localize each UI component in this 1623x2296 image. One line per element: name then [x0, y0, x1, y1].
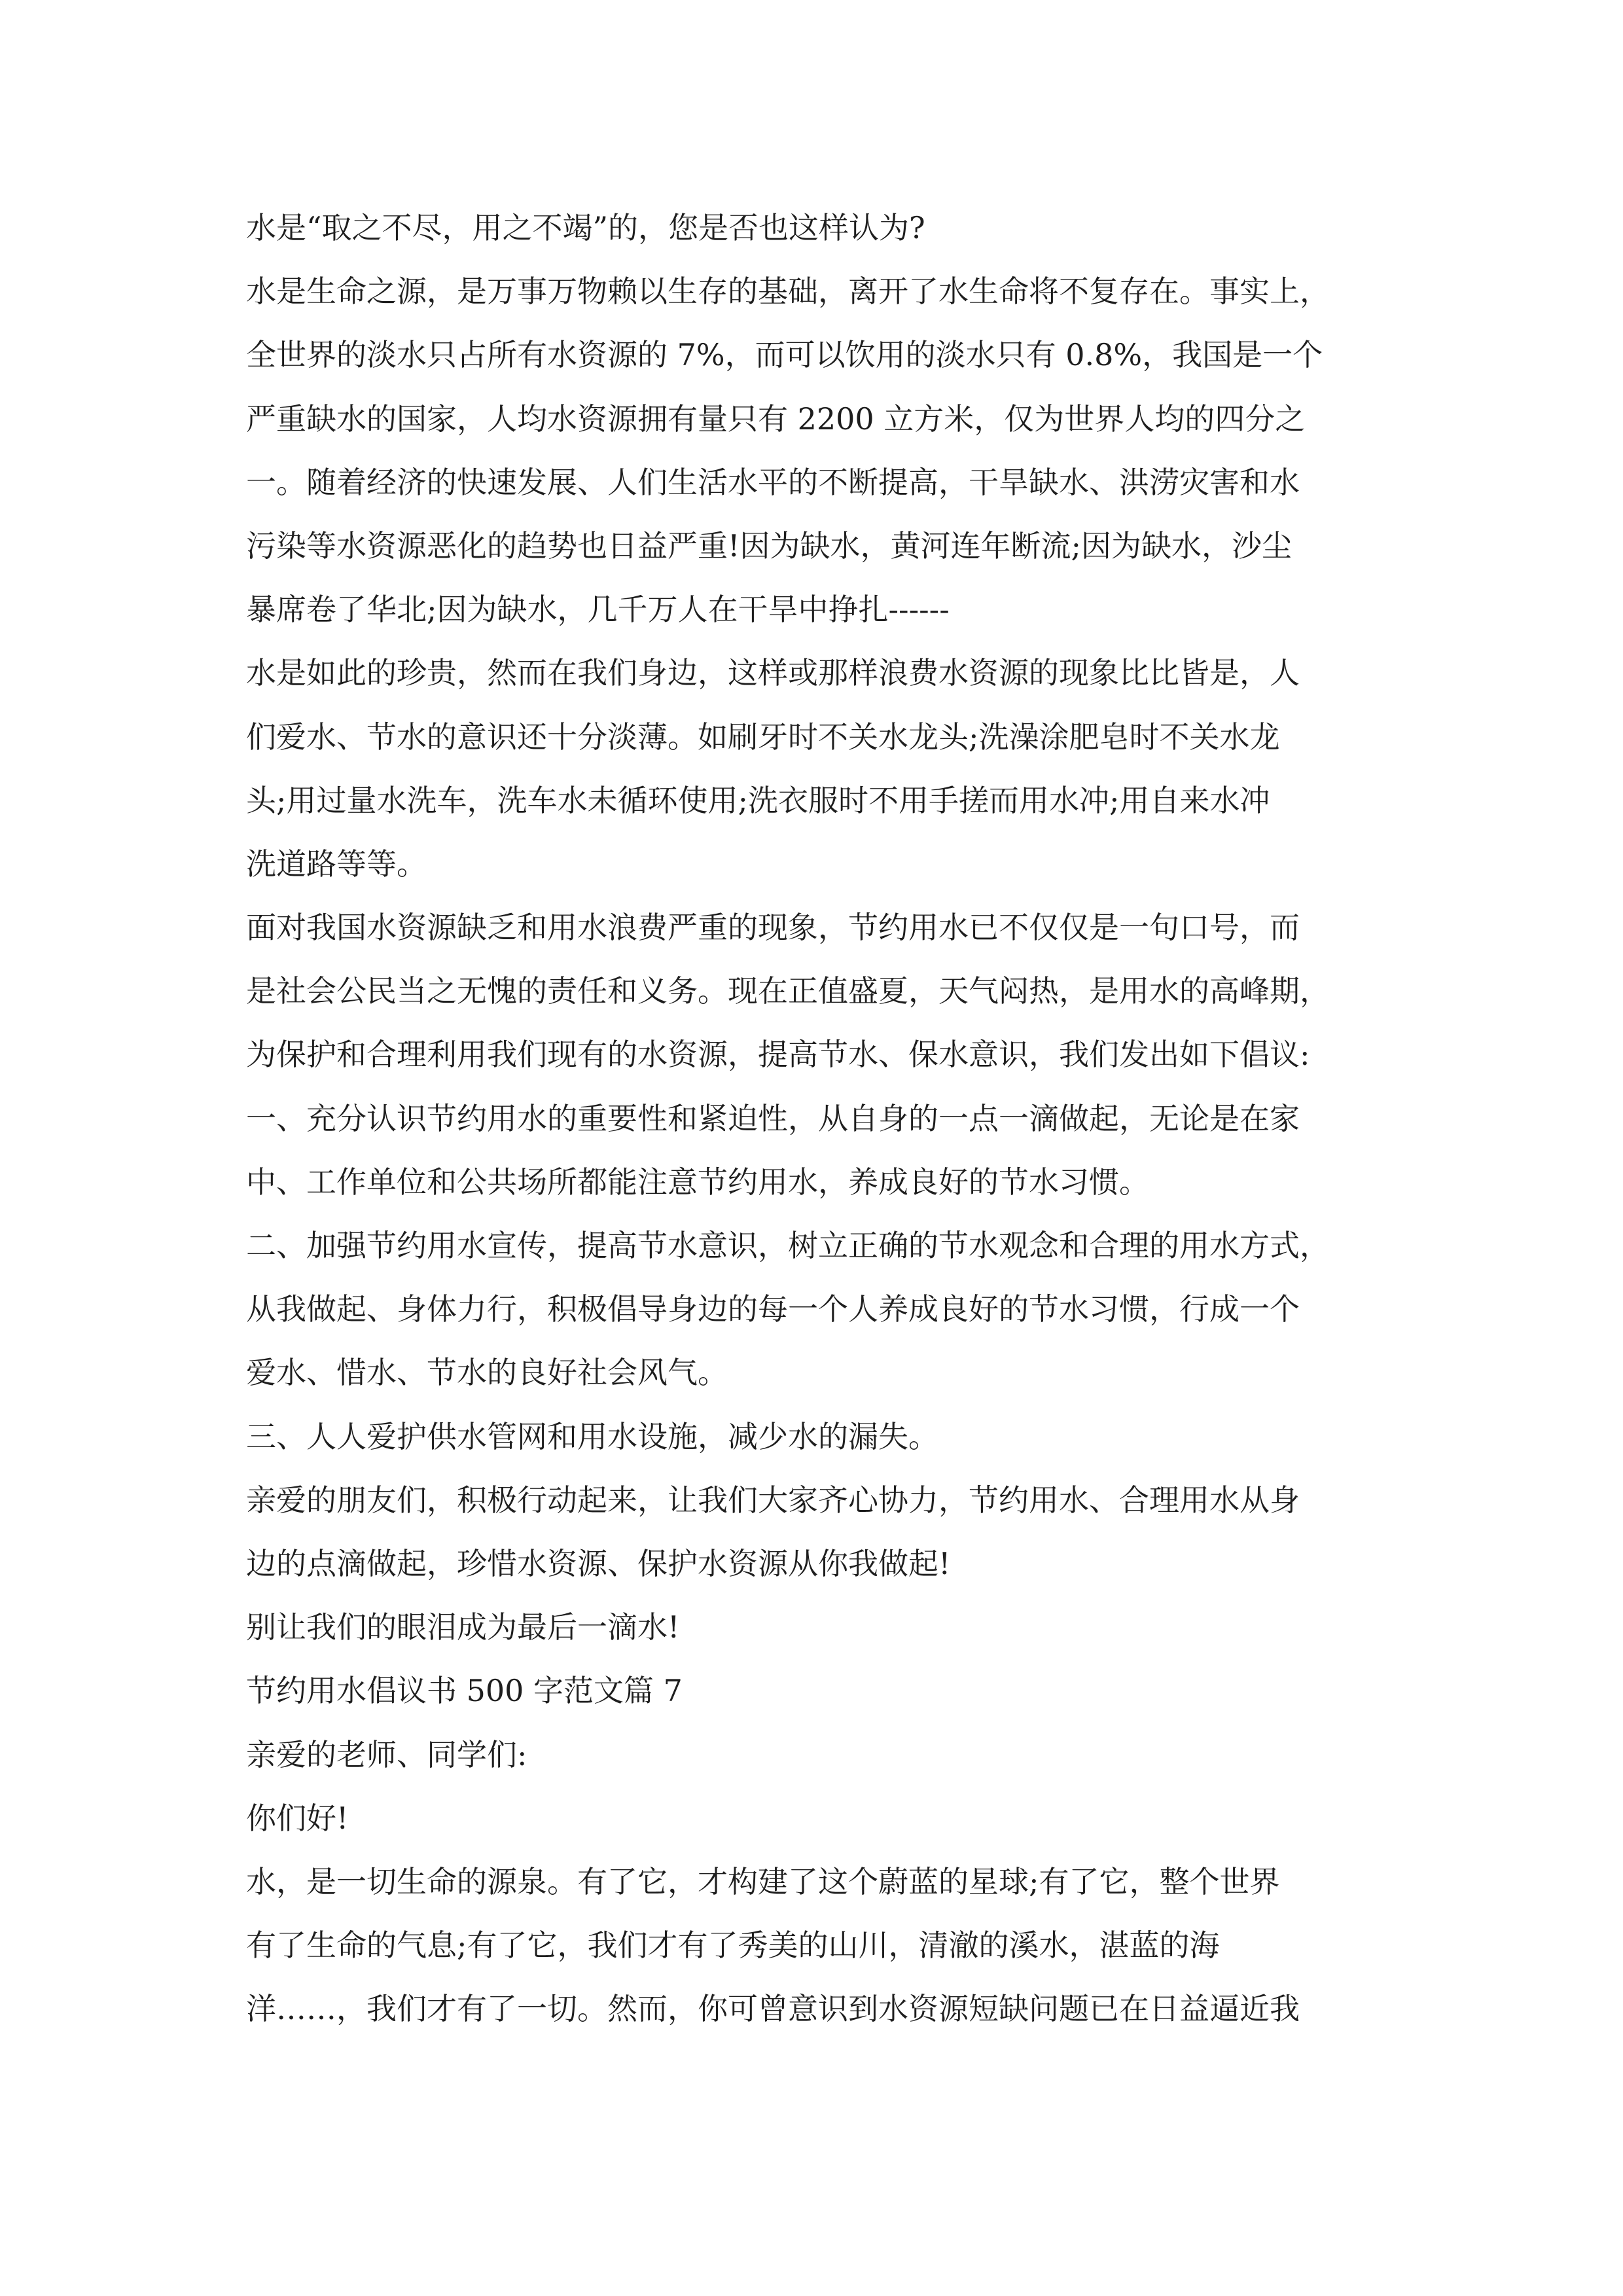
text-line: 从我做起、身体力行，积极倡导身边的每一个人养成良好的节水习惯，行成一个 [246, 1291, 1300, 1327]
salutation: 亲爱的老师、同学们: [246, 1736, 527, 1772]
text-line: 边的点滴做起，珍惜水资源、保护水资源从你我做起! [246, 1545, 951, 1581]
text-line: 水是如此的珍贵，然而在我们身边，这样或那样浪费水资源的现象比比皆是，人 [246, 655, 1300, 691]
text-line: 是社会公民当之无愧的责任和义务。现在正值盛夏，天气闷热，是用水的高峰期， [246, 973, 1330, 1009]
text-line: 三、人人爱护供水管网和用水设施，减少水的漏失。 [246, 1418, 938, 1454]
section-heading: 节约用水倡议书 500 字范文篇 7 [246, 1673, 683, 1709]
text-line: 为保护和合理利用我们现有的水资源，提高节水、保水意识，我们发出如下倡议: [246, 1037, 1310, 1073]
text-line: 水，是一切生命的源泉。有了它，才构建了这个蔚蓝的星球;有了它，整个世界 [246, 1863, 1280, 1899]
text-line: 中、工作单位和公共场所都能注意节约用水，养成良好的节水习惯。 [246, 1164, 1149, 1200]
text-line: 暴席卷了华北;因为缺水，几千万人在干旱中挣扎------ [246, 592, 950, 628]
text-line: 别让我们的眼泪成为最后一滴水! [246, 1609, 680, 1645]
text-line: 爱水、惜水、节水的良好社会风气。 [246, 1355, 728, 1391]
text-line: 污染等水资源恶化的趋势也日益严重!因为缺水，黄河连年断流;因为缺水，沙尘 [246, 528, 1292, 564]
text-line: 水是“取之不尽，用之不竭”的，您是否也这样认为? [246, 210, 925, 245]
text-line: 严重缺水的国家，人均水资源拥有量只有 2200 立方米，仅为世界人均的四分之 [246, 401, 1306, 437]
text-line: 面对我国水资源缺乏和用水浪费严重的现象，节约用水已不仅仅是一句口号，而 [246, 910, 1300, 946]
text-line: 有了生命的气息;有了它，我们才有了秀美的山川，清澈的溪水，湛蓝的海 [246, 1928, 1220, 1964]
text-line: 全世界的淡水只占所有水资源的 7%，而可以饮用的淡水只有 0.8%，我国是一个 [246, 337, 1323, 373]
document-body [246, 196, 1385, 2041]
text-line: 洋……，我们才有了一切。然而，你可曾意识到水资源短缺问题已在日益逼近我 [246, 1991, 1300, 2027]
text-line: 一。随着经济的快速发展、人们生活水平的不断提高，干旱缺水、洪涝灾害和水 [246, 464, 1300, 500]
text-line: 水是生命之源，是万事万物赖以生存的基础，离开了水生命将不复存在。事实上， [246, 274, 1330, 310]
text-line: 头;用过量水洗车，洗车水未循环使用;洗衣服时不用手搓而用水冲;用自来水冲 [246, 782, 1270, 818]
text-line: 洗道路等等。 [246, 846, 427, 882]
greeting: 你们好! [246, 1800, 349, 1836]
text-line: 一、充分认识节约用水的重要性和紧迫性，从自身的一点一滴做起，无论是在家 [246, 1100, 1300, 1136]
text-line: 们爱水、节水的意识还十分淡薄。如刷牙时不关水龙头;洗澡涂肥皂时不关水龙 [246, 719, 1280, 755]
text-line: 二、加强节约用水宣传，提高节水意识，树立正确的节水观念和合理的用水方式， [246, 1228, 1330, 1263]
text-line: 亲爱的朋友们，积极行动起来，让我们大家齐心协力，节约用水、合理用水从身 [246, 1482, 1300, 1518]
